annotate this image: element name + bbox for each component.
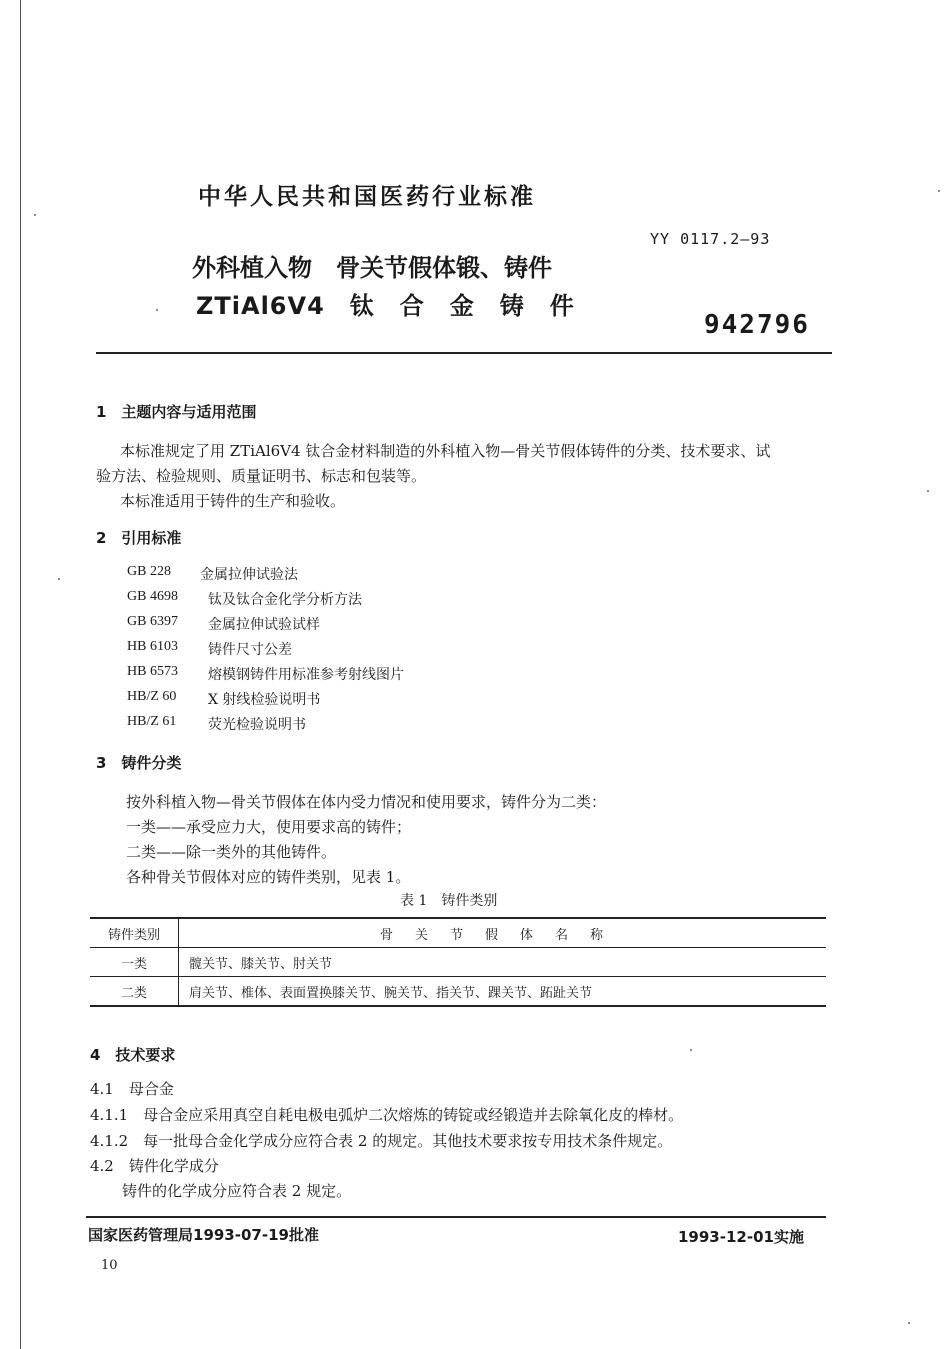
- section1-paragraph2: 本标准适用于铸件的生产和验收。: [120, 492, 346, 510]
- ref-name: 铸件尺寸公差: [208, 642, 292, 658]
- ref-name: 荧光检验说明书: [208, 717, 306, 733]
- section3-heading: 3 铸件分类: [96, 754, 182, 772]
- ref-name: 钛及钛合金化学分析方法: [208, 592, 362, 608]
- section1-heading: 1 主题内容与适用范围: [96, 403, 257, 421]
- scan-speck: [908, 1322, 910, 1324]
- scan-speck: [58, 578, 60, 580]
- section4-1-heading: 4.1 母合金: [90, 1080, 174, 1098]
- standard-title: 中华人民共和国医药行业标准: [198, 184, 536, 210]
- table-cell-category: 二类: [90, 977, 179, 1007]
- table-row: [90, 948, 826, 977]
- approval-line: 国家医药管理局1993-07-19批准: [88, 1226, 319, 1244]
- scan-edge-line: [20, 0, 21, 1349]
- table-header-prosthesis-names: 骨关节假体名称: [179, 918, 827, 948]
- section3-paragraph2: 一类——承受应力大，使用要求高的铸件；: [126, 818, 412, 836]
- implementation-line: 1993-12-01实施: [678, 1228, 804, 1246]
- section4-1-1-text: 4.1.1 母合金应采用真空自耗电极电弧炉二次熔炼的铸锭或经锻造并去除氧化皮的棒材。: [90, 1106, 684, 1124]
- section4-heading: 4 技术要求: [90, 1046, 176, 1064]
- ref-code: HB 6573: [127, 664, 178, 679]
- table-header-category: 铸件类别: [90, 918, 179, 948]
- section3-paragraph1: 按外科植入物—骨关节假体在体内受力情况和使用要求，铸件分为二类：: [126, 793, 607, 811]
- document-title-line2: ZTiAl6V4 钛 合 金 铸 件: [196, 292, 575, 320]
- scan-speck: [690, 1049, 692, 1051]
- scan-speck: [156, 309, 158, 311]
- ref-name: X 射线检验说明书: [208, 692, 321, 708]
- header-divider: [96, 352, 832, 354]
- section2-heading: 2 引用标准: [96, 529, 182, 547]
- section1-paragraph1-line2: 验方法、检验规则、质量证明书、标志和包装等。: [96, 467, 427, 485]
- section4-2-text: 铸件的化学成分应符合表 2 规定。: [122, 1182, 352, 1200]
- ref-code: HB 6103: [127, 639, 178, 654]
- standard-code: YY 0117.2—93: [650, 230, 771, 248]
- section4-2-heading: 4.2 铸件化学成分: [90, 1157, 219, 1175]
- section3-paragraph3: 二类——除一类外的其他铸件。: [126, 843, 337, 861]
- ref-code: GB 228: [127, 564, 171, 579]
- document-number: 942796: [704, 310, 810, 340]
- page-number: 10: [101, 1258, 118, 1273]
- section3-paragraph4: 各种骨关节假体对应的铸件类别，见表 1。: [126, 868, 411, 886]
- section4-1-2-text: 4.1.2 每一批母合金化学成分应符合表 2 的规定。其他技术要求按专用技术条件规定。: [90, 1132, 673, 1150]
- ref-code: HB/Z 61: [127, 714, 177, 729]
- scan-speck: [938, 190, 940, 192]
- table1-casting-categories: [90, 917, 826, 1007]
- section1-paragraph1-line1: 本标准规定了用 ZTiAl6V4 钛合金材料制造的外科植入物—骨关节假体铸件的分类、技术要求、试: [120, 442, 771, 460]
- document-title-line1: 外科植入物 骨关节假体锻、铸件: [192, 254, 552, 282]
- ref-code: GB 4698: [127, 589, 178, 604]
- ref-name: 金属拉伸试验试样: [208, 617, 320, 633]
- ref-name: 金属拉伸试验法: [200, 567, 298, 583]
- table-cell-names: 髋关节、膝关节、肘关节: [179, 948, 827, 977]
- ref-code: HB/Z 60: [127, 689, 177, 704]
- scan-speck: [927, 490, 929, 492]
- table-row: [90, 977, 826, 1007]
- ref-code: GB 6397: [127, 614, 178, 629]
- table-cell-category: 一类: [90, 948, 179, 977]
- footer-divider: [86, 1216, 826, 1218]
- table-cell-names: 肩关节、椎体、表面置换膝关节、腕关节、指关节、踝关节、跖趾关节: [179, 977, 827, 1007]
- scan-speck: [34, 214, 36, 216]
- table1-caption: 表 1 铸件类别: [400, 893, 498, 909]
- table-header-row: [90, 918, 826, 948]
- ref-name: 熔模钢铸件用标准参考射线图片: [208, 667, 404, 683]
